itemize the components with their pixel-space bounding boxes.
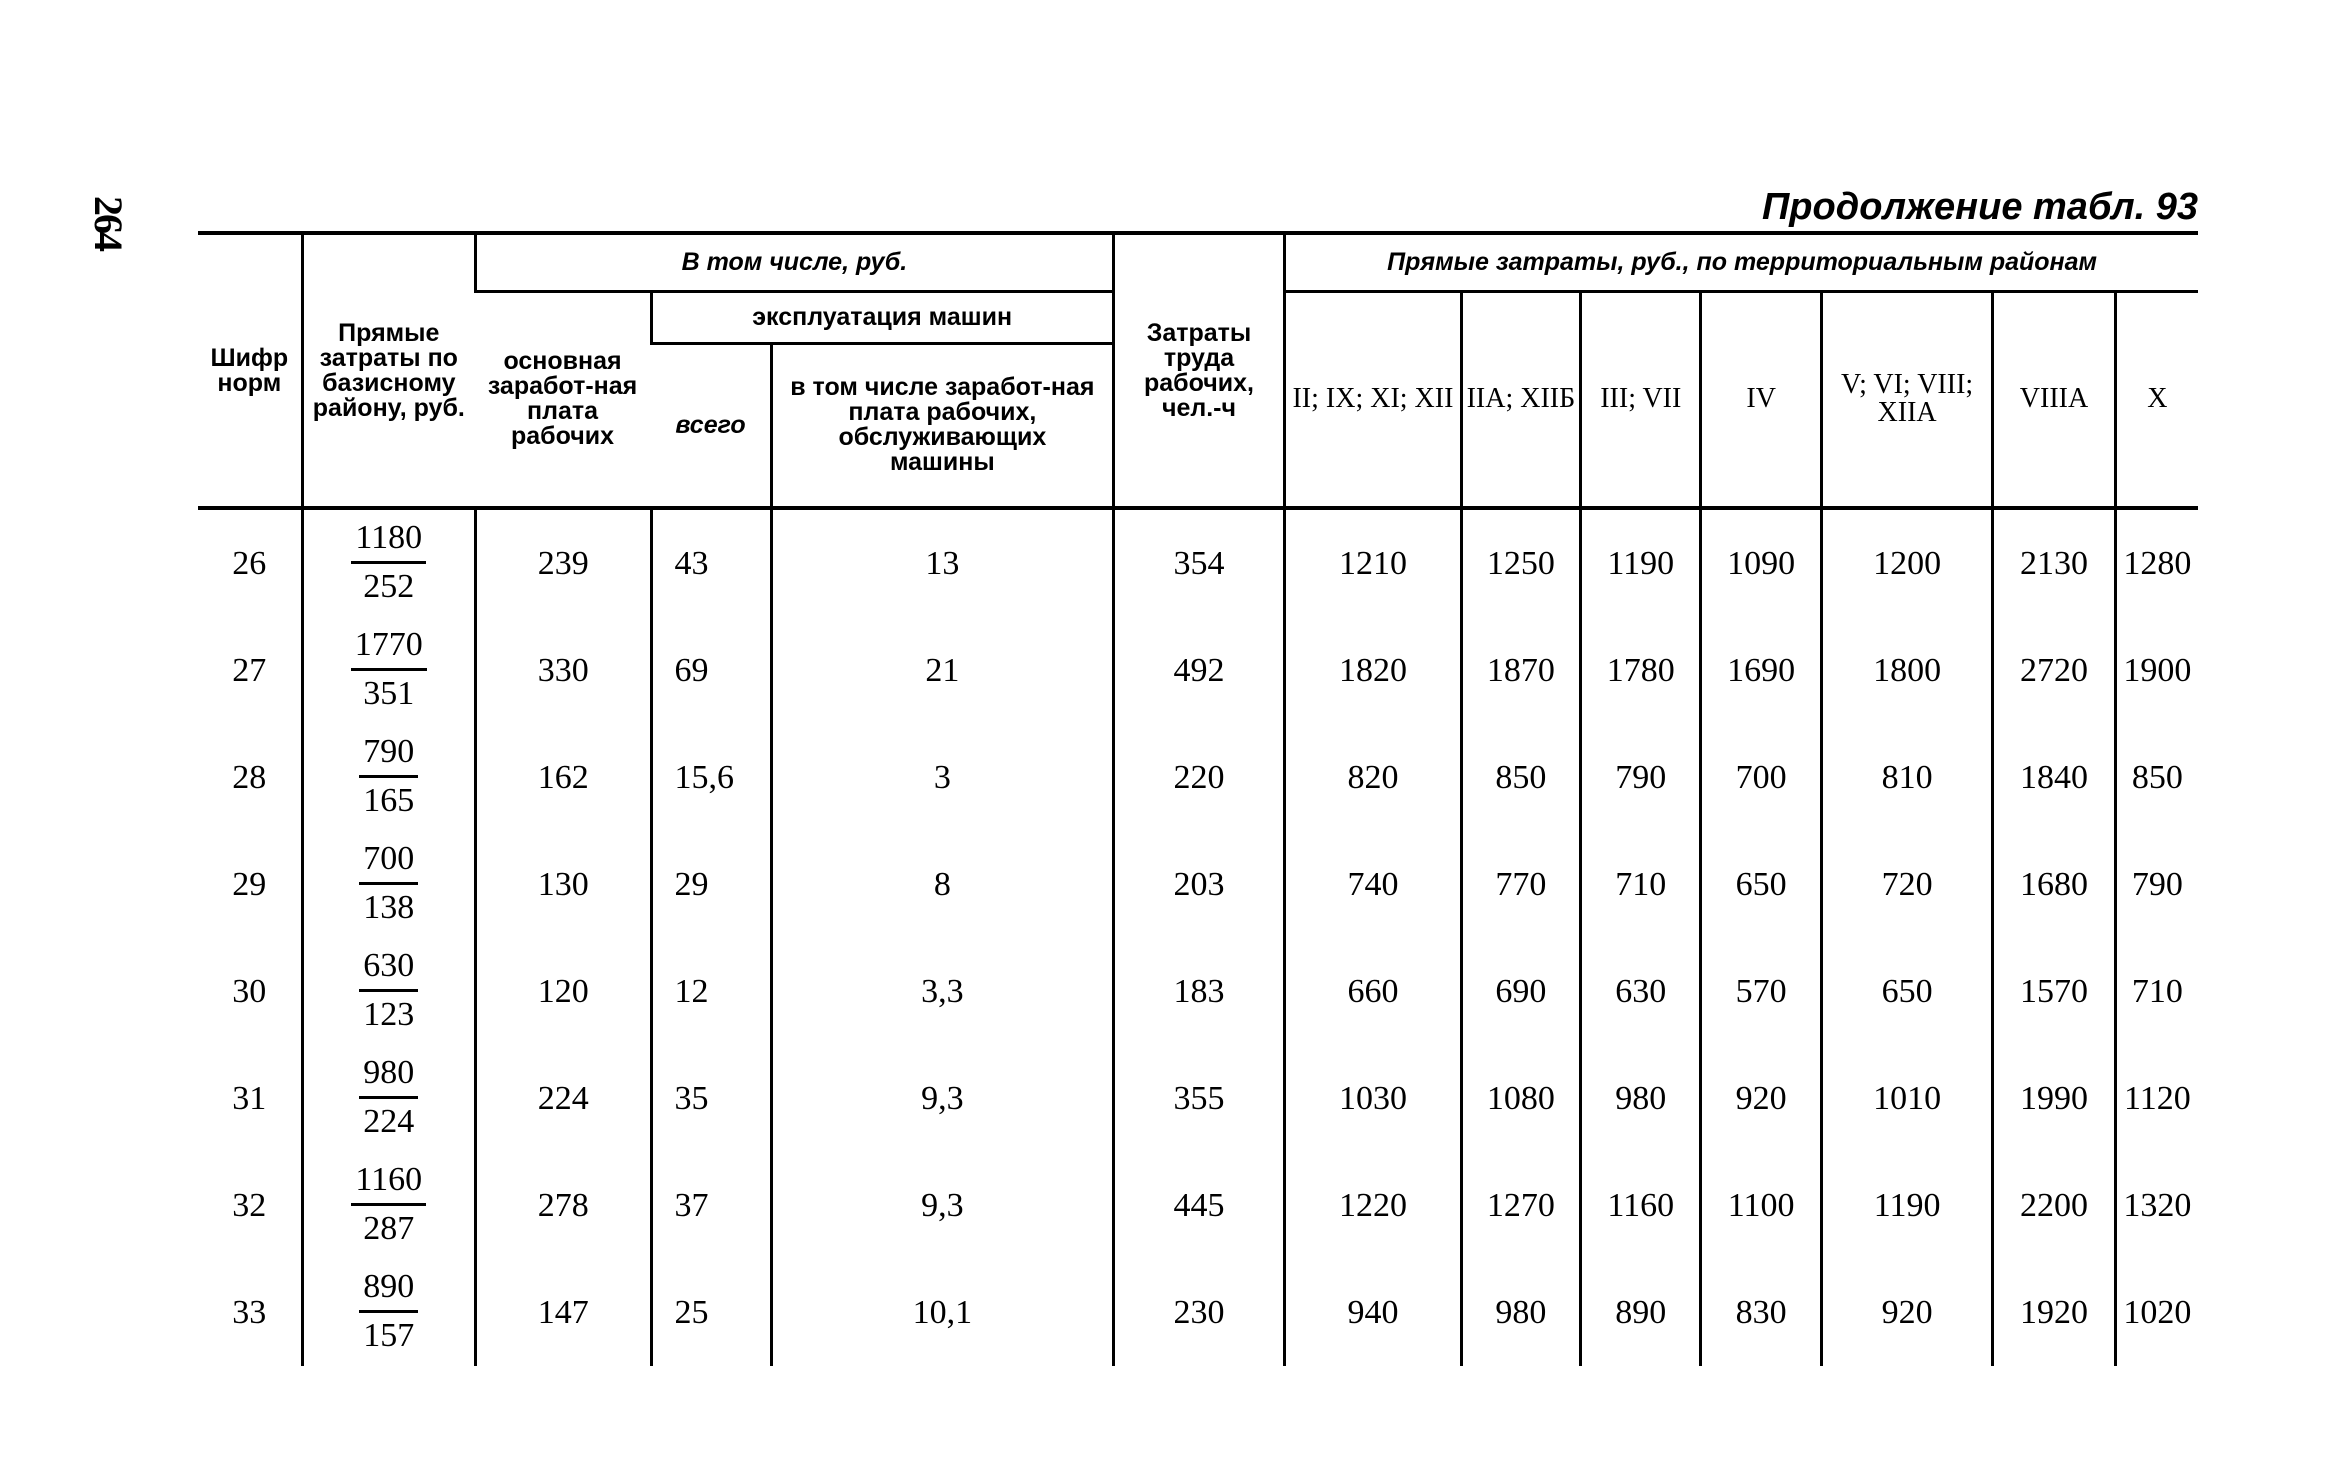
cell-region-2: 1270 bbox=[1461, 1152, 1580, 1259]
cell-region-6: 1570 bbox=[1993, 938, 2115, 1045]
cell-machines-total: 29 bbox=[651, 831, 771, 938]
cell-region-4: 1690 bbox=[1701, 617, 1821, 724]
base-cost-fraction bbox=[351, 521, 426, 604]
cell-labor: 445 bbox=[1113, 1152, 1284, 1259]
cell-base-cost bbox=[302, 938, 475, 1045]
cell-region-3: 1190 bbox=[1581, 508, 1701, 617]
base-cost-denominator: 351 bbox=[363, 675, 415, 712]
cell-region-5: 1190 bbox=[1821, 1152, 1992, 1259]
table-header bbox=[198, 233, 2198, 508]
base-cost-numerator: 1770 bbox=[351, 628, 427, 671]
cell-machines-total: 35 bbox=[651, 1045, 771, 1152]
table-row bbox=[198, 724, 2198, 831]
cell-wages: 224 bbox=[476, 1045, 652, 1152]
cell-labor: 230 bbox=[1113, 1259, 1284, 1366]
header-machines-wages: в том числе заработ-ная плата рабочих, обслуживающих машины bbox=[771, 343, 1113, 508]
base-cost-fraction bbox=[359, 1056, 418, 1139]
cell-machines-wages: 9,3 bbox=[771, 1045, 1113, 1152]
cell-region-6: 1680 bbox=[1993, 831, 2115, 938]
cell-region-5: 920 bbox=[1821, 1259, 1992, 1366]
cell-machines-wages: 8 bbox=[771, 831, 1113, 938]
header-code: Шифр норм bbox=[198, 233, 302, 508]
cell-region-7: 850 bbox=[2115, 724, 2198, 831]
table-caption: Продолжение табл. 93 bbox=[1761, 186, 2198, 228]
header-base-cost: Прямые затраты по базисному району, руб. bbox=[302, 233, 475, 508]
header-region-2: IIA; XIIБ bbox=[1461, 291, 1580, 508]
cell-region-1: 1220 bbox=[1285, 1152, 1462, 1259]
header-incl-group: В том числе, руб. bbox=[476, 233, 1114, 291]
base-cost-numerator: 980 bbox=[359, 1056, 418, 1099]
base-cost-numerator: 700 bbox=[359, 842, 418, 885]
cell-region-5: 1200 bbox=[1821, 508, 1992, 617]
header-region-4: IV bbox=[1701, 291, 1821, 508]
base-cost-fraction bbox=[359, 949, 418, 1032]
base-cost-denominator: 123 bbox=[363, 996, 415, 1033]
base-cost-fraction bbox=[359, 842, 418, 925]
cell-region-2: 1250 bbox=[1461, 508, 1580, 617]
base-cost-fraction bbox=[351, 1163, 426, 1246]
cell-machines-wages: 3 bbox=[771, 724, 1113, 831]
base-cost-numerator: 1160 bbox=[351, 1163, 426, 1206]
cell-region-4: 830 bbox=[1701, 1259, 1821, 1366]
cell-region-7: 710 bbox=[2115, 938, 2198, 1045]
cell-base-cost bbox=[302, 1152, 475, 1259]
cell-region-4: 1090 bbox=[1701, 508, 1821, 617]
cell-region-7: 1320 bbox=[2115, 1152, 2198, 1259]
cell-base-cost bbox=[302, 1259, 475, 1366]
cell-code: 28 bbox=[232, 758, 267, 796]
base-cost-denominator: 165 bbox=[363, 782, 415, 819]
base-cost-fraction bbox=[351, 628, 427, 711]
header-region-3: III; VII bbox=[1581, 291, 1701, 508]
base-cost-denominator: 157 bbox=[363, 1317, 415, 1354]
header-machines-group: эксплуатация машин bbox=[651, 291, 1113, 343]
cell-machines-total: 37 bbox=[651, 1152, 771, 1259]
base-cost-denominator: 252 bbox=[363, 568, 415, 605]
header-regions-group: Прямые затраты, руб., по территориальным районам bbox=[1285, 233, 2198, 291]
cell-machines-total: 69 bbox=[651, 617, 771, 724]
cell-region-2: 1080 bbox=[1461, 1045, 1580, 1152]
base-cost-denominator: 138 bbox=[363, 889, 415, 926]
cell-region-4: 650 bbox=[1701, 831, 1821, 938]
cell-region-3: 1160 bbox=[1581, 1152, 1701, 1259]
cell-wages: 239 bbox=[476, 508, 652, 617]
base-cost-fraction bbox=[359, 735, 418, 818]
cell-region-3: 710 bbox=[1581, 831, 1701, 938]
cell-region-6: 1840 bbox=[1993, 724, 2115, 831]
cell-region-2: 770 bbox=[1461, 831, 1580, 938]
cell-region-2: 850 bbox=[1461, 724, 1580, 831]
cell-region-7: 1280 bbox=[2115, 508, 2198, 617]
cell-region-7: 1020 bbox=[2115, 1259, 2198, 1366]
header-machines-total: всего bbox=[651, 343, 771, 508]
header-region-7: X bbox=[2115, 291, 2198, 508]
cell-region-1: 1210 bbox=[1285, 508, 1462, 617]
cell-region-1: 660 bbox=[1285, 938, 1462, 1045]
base-cost-numerator: 630 bbox=[359, 949, 418, 992]
cell-region-6: 2130 bbox=[1993, 508, 2115, 617]
cell-region-7: 1120 bbox=[2115, 1045, 2198, 1152]
table-row bbox=[198, 1045, 2198, 1152]
cell-machines-wages: 10,1 bbox=[771, 1259, 1113, 1366]
cell-region-6: 2720 bbox=[1993, 617, 2115, 724]
cell-code: 30 bbox=[232, 972, 267, 1010]
cell-region-1: 740 bbox=[1285, 831, 1462, 938]
base-cost-denominator: 287 bbox=[363, 1210, 415, 1247]
cell-machines-wages: 13 bbox=[771, 508, 1113, 617]
cell-wages: 278 bbox=[476, 1152, 652, 1259]
cell-region-3: 630 bbox=[1581, 938, 1701, 1045]
table-row bbox=[198, 508, 2198, 617]
cell-labor: 492 bbox=[1113, 617, 1284, 724]
cell-code: 27 bbox=[232, 651, 267, 689]
cell-wages: 330 bbox=[476, 617, 652, 724]
cell-region-4: 570 bbox=[1701, 938, 1821, 1045]
cell-labor: 203 bbox=[1113, 831, 1284, 938]
cell-region-1: 1820 bbox=[1285, 617, 1462, 724]
cell-machines-wages: 9,3 bbox=[771, 1152, 1113, 1259]
cell-machines-total: 12 bbox=[651, 938, 771, 1045]
cell-labor: 354 bbox=[1113, 508, 1284, 617]
table-row bbox=[198, 938, 2198, 1045]
base-cost-denominator: 224 bbox=[363, 1103, 415, 1140]
cell-region-6: 1920 bbox=[1993, 1259, 2115, 1366]
cell-region-5: 810 bbox=[1821, 724, 1992, 831]
cost-table bbox=[198, 231, 2198, 1366]
cell-code: 26 bbox=[232, 544, 267, 582]
table-row bbox=[198, 831, 2198, 938]
cell-region-3: 790 bbox=[1581, 724, 1701, 831]
cell-region-1: 820 bbox=[1285, 724, 1462, 831]
cell-region-1: 1030 bbox=[1285, 1045, 1462, 1152]
cell-region-3: 890 bbox=[1581, 1259, 1701, 1366]
cell-region-6: 1990 bbox=[1993, 1045, 2115, 1152]
cell-wages: 130 bbox=[476, 831, 652, 938]
cell-region-3: 1780 bbox=[1581, 617, 1701, 724]
cell-base-cost bbox=[302, 831, 475, 938]
cell-wages: 147 bbox=[476, 1259, 652, 1366]
header-region-5: V; VI; VIII; XIIA bbox=[1821, 291, 1992, 508]
header-wages: основная заработ-ная плата рабочих bbox=[476, 291, 652, 508]
base-cost-numerator: 1180 bbox=[351, 521, 426, 564]
table-row bbox=[198, 1259, 2198, 1366]
header-region-6: VIIIA bbox=[1993, 291, 2115, 508]
cell-region-2: 980 bbox=[1461, 1259, 1580, 1366]
base-cost-numerator: 790 bbox=[359, 735, 418, 778]
header-region-1: II; IX; XI; XII bbox=[1285, 291, 1462, 508]
cell-region-7: 1900 bbox=[2115, 617, 2198, 724]
cell-region-3: 980 bbox=[1581, 1045, 1701, 1152]
cell-machines-wages: 3,3 bbox=[771, 938, 1113, 1045]
cell-labor: 355 bbox=[1113, 1045, 1284, 1152]
cell-region-4: 1100 bbox=[1701, 1152, 1821, 1259]
cell-region-2: 1870 bbox=[1461, 617, 1580, 724]
base-cost-numerator: 890 bbox=[359, 1270, 418, 1313]
cell-region-5: 1800 bbox=[1821, 617, 1992, 724]
cell-machines-wages: 21 bbox=[771, 617, 1113, 724]
cell-machines-total: 15,6 bbox=[651, 724, 771, 831]
header-labor: Затраты труда рабочих, чел.-ч bbox=[1113, 233, 1284, 508]
cell-machines-total: 43 bbox=[651, 508, 771, 617]
cell-region-4: 700 bbox=[1701, 724, 1821, 831]
cell-labor: 183 bbox=[1113, 938, 1284, 1045]
base-cost-fraction bbox=[359, 1270, 418, 1353]
cell-base-cost bbox=[302, 1045, 475, 1152]
cell-region-2: 690 bbox=[1461, 938, 1580, 1045]
cell-region-1: 940 bbox=[1285, 1259, 1462, 1366]
cell-region-7: 790 bbox=[2115, 831, 2198, 938]
page-number: 264 bbox=[86, 196, 131, 250]
cell-wages: 120 bbox=[476, 938, 652, 1045]
cell-code: 32 bbox=[232, 1186, 267, 1224]
cell-region-4: 920 bbox=[1701, 1045, 1821, 1152]
cell-wages: 162 bbox=[476, 724, 652, 831]
cell-region-6: 2200 bbox=[1993, 1152, 2115, 1259]
cell-region-5: 650 bbox=[1821, 938, 1992, 1045]
cell-base-cost bbox=[302, 617, 475, 724]
cell-code: 29 bbox=[232, 865, 267, 903]
cell-region-5: 1010 bbox=[1821, 1045, 1992, 1152]
cell-base-cost bbox=[302, 724, 475, 831]
cell-machines-total: 25 bbox=[651, 1259, 771, 1366]
cell-code: 31 bbox=[232, 1079, 267, 1117]
table-row bbox=[198, 1152, 2198, 1259]
table-body bbox=[198, 508, 2198, 1366]
table-row bbox=[198, 617, 2198, 724]
cell-base-cost bbox=[302, 508, 475, 617]
cell-code: 33 bbox=[232, 1293, 267, 1331]
cell-region-5: 720 bbox=[1821, 831, 1992, 938]
cell-labor: 220 bbox=[1113, 724, 1284, 831]
